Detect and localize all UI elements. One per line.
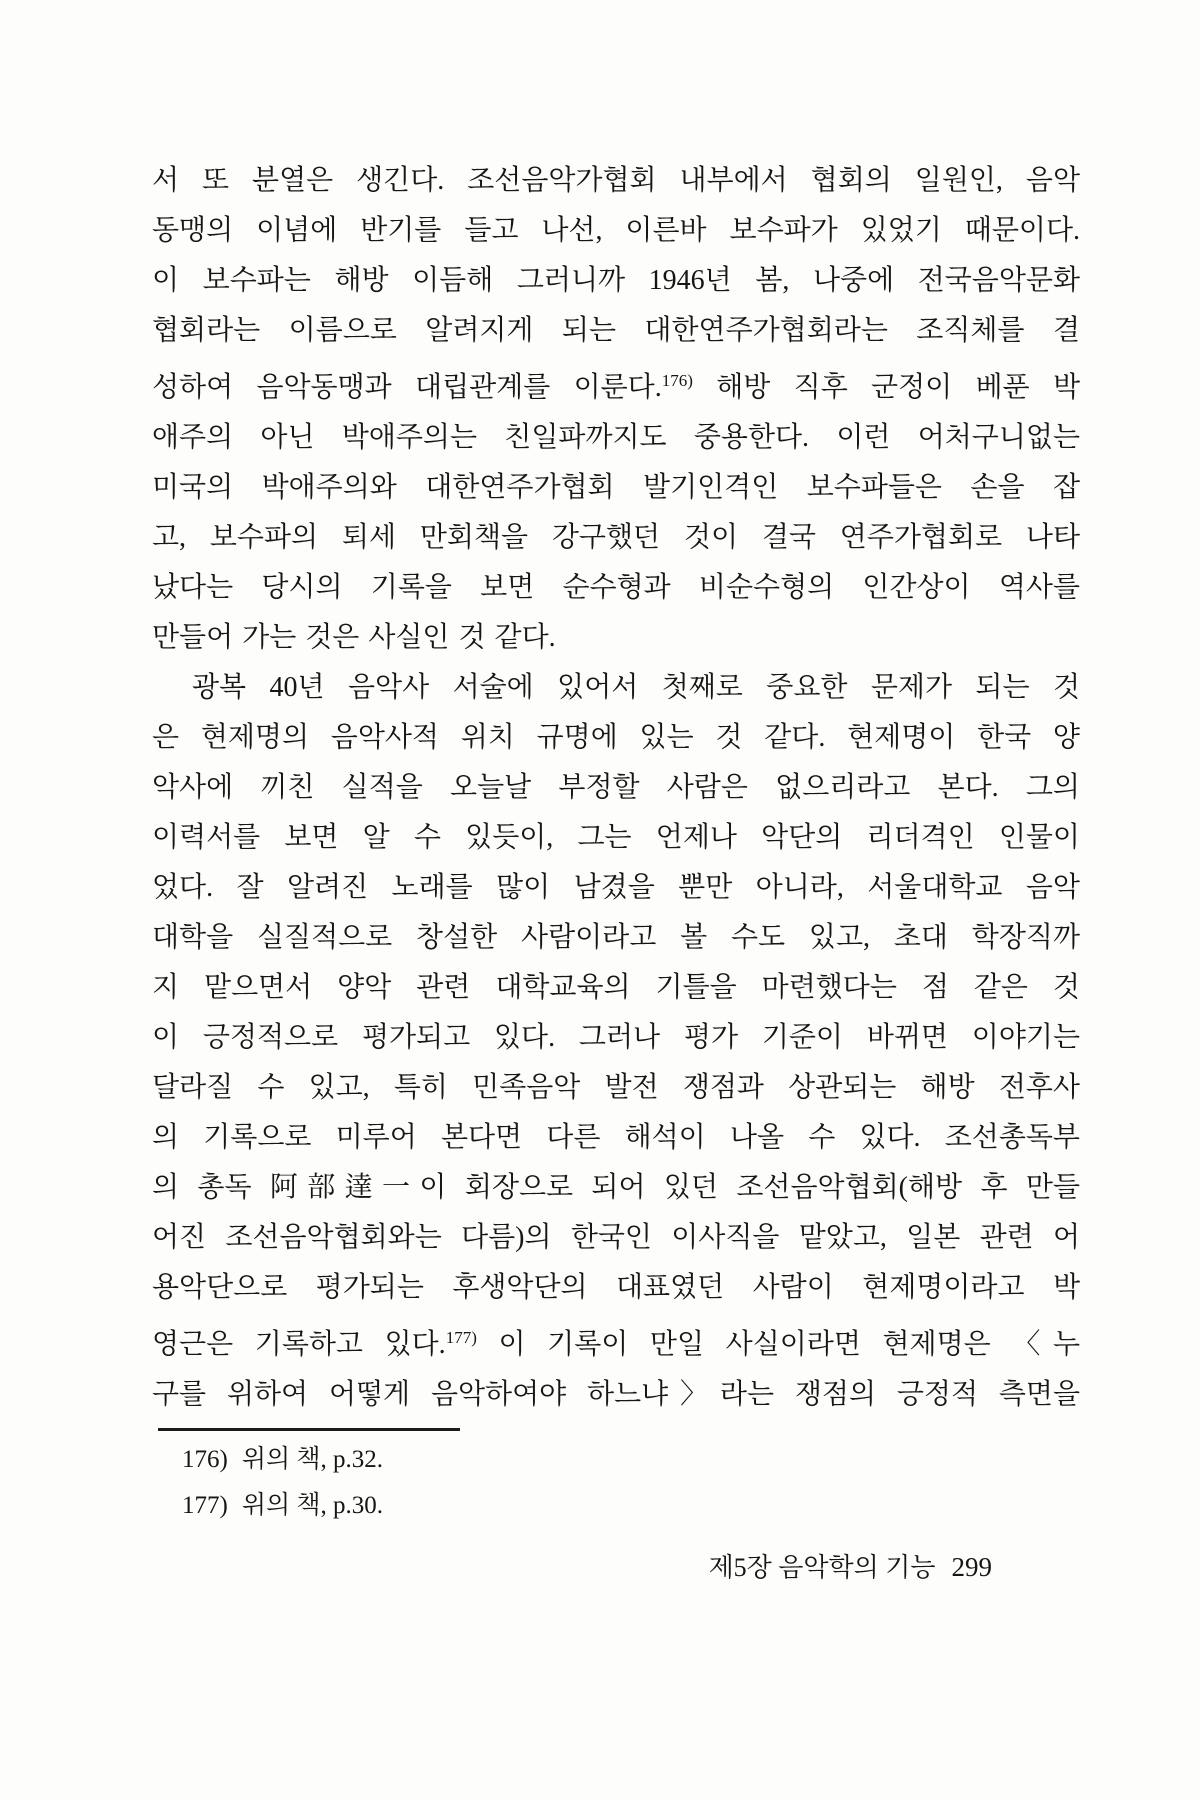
footnote-text: 위의 책, p.30. (241, 1492, 384, 1519)
footnote (152, 1483, 1080, 1529)
footnotes-section (152, 1428, 1080, 1529)
text-line: 서 또 분열은 생긴다. 조선음악가협회 내부에서 협회의 일원인, 음악 (152, 165, 1080, 196)
footnote (152, 1437, 1080, 1483)
text-line: 어진 조선음악협회와는 다름)의 한국인 이사직을 맡았고, 일본 관련 어 (152, 1222, 1080, 1253)
footnote-marker: 177) (182, 1492, 228, 1519)
footnote-marker: 176) (182, 1446, 228, 1473)
text-line: 동맹의 이념에 반기를 들고 나선, 이른바 보수파가 있었기 때문이다. (152, 215, 1080, 246)
text-line: 달라질 수 있고, 특히 민족음악 발전 쟁점과 상관되는 해방 전후사 (152, 1072, 1080, 1103)
text-line: 은 현제명의 음악사적 위치 규명에 있는 것 같다. 현제명이 한국 양 (152, 722, 1080, 753)
text-line: 의 기록으로 미루어 본다면 다른 해석이 나올 수 있다. 조선총독부 (152, 1122, 1080, 1153)
text-line-paragraph-start: 광복 40년 음악사 서술에 있어서 첫째로 중요한 문제가 되는 것 (192, 672, 1080, 703)
text-line: 미국의 박애주의와 대한연주가협회 발기인격인 보수파들은 손을 잡 (152, 472, 1080, 503)
text-line: 었다. 잘 알려진 노래를 많이 남겼을 뿐만 아니라, 서울대학교 음악 (152, 872, 1080, 903)
text-line: 용악단으로 평가되는 후생악단의 대표였던 사람이 현제명이라고 박 (152, 1272, 1080, 1303)
body-text (152, 156, 1080, 1420)
text-line: 악사에 끼친 실적을 오늘날 부정할 사람은 없으리라고 본다. 그의 (152, 772, 1080, 803)
text-line: 대학을 실질적으로 창설한 사람이라고 볼 수도 있고, 초대 학장직까 (152, 922, 1080, 953)
page-number: 299 (951, 1552, 992, 1582)
footnote-ref-176: 176) (661, 371, 693, 390)
text-line: 이 보수파는 해방 이듬해 그러니까 1946년 봄, 나중에 전국음악문화 (152, 265, 1080, 296)
text-line: 협회라는 이름으로 알려지게 되는 대한연주가협회라는 조직체를 결 (152, 315, 1080, 346)
text-segment: 이 기록이 만일 사실이라면 현제명은 〈누 (476, 1329, 1080, 1360)
text-line: 구를 위하여 어떻게 음악하여야 하느냐〉라는 쟁점의 긍정적 측면을 (152, 1379, 1080, 1410)
text-line-paragraph-end: 만들어 가는 것은 사실인 것 같다. (152, 622, 556, 653)
text-segment: 해방 직후 군정이 베푼 박 (692, 372, 1080, 403)
text-line: 이력서를 보면 알 수 있듯이, 그는 언제나 악단의 리더격인 인물이 (152, 822, 1080, 853)
text-segment: 성하여 음악동맹과 대립관계를 이룬다. (152, 372, 662, 403)
footnote-text: 위의 책, p.32. (241, 1446, 384, 1473)
footnote-separator-rule (158, 1428, 460, 1431)
text-line: 고, 보수파의 퇴세 만회책을 강구했던 것이 결국 연주가협회로 나타 (152, 522, 1080, 553)
chapter-title: 제5장 음악학의 기능 (708, 1553, 936, 1582)
text-segment: 영근은 기록하고 있다. (152, 1329, 446, 1360)
footnote-ref-177: 177) (445, 1328, 477, 1347)
running-footer (709, 1550, 992, 1585)
text-line: 났다는 당시의 기록을 보면 순수형과 비순수형의 인간상이 역사를 (152, 572, 1080, 603)
text-line-with-footnote-ref (152, 356, 1080, 413)
text-line: 이 긍정적으로 평가되고 있다. 그러나 평가 기준이 바뀌면 이야기는 (152, 1022, 1080, 1053)
text-line-with-footnote-ref (152, 1313, 1080, 1370)
text-line: 의 총독 阿部達一이 회장으로 되어 있던 조선음악협회(해방 후 만들 (152, 1172, 1080, 1203)
text-line: 지 맡으면서 양악 관련 대학교육의 기틀을 마련했다는 점 같은 것 (152, 972, 1080, 1003)
text-line: 애주의 아닌 박애주의는 친일파까지도 중용한다. 이런 어처구니없는 (152, 422, 1080, 453)
